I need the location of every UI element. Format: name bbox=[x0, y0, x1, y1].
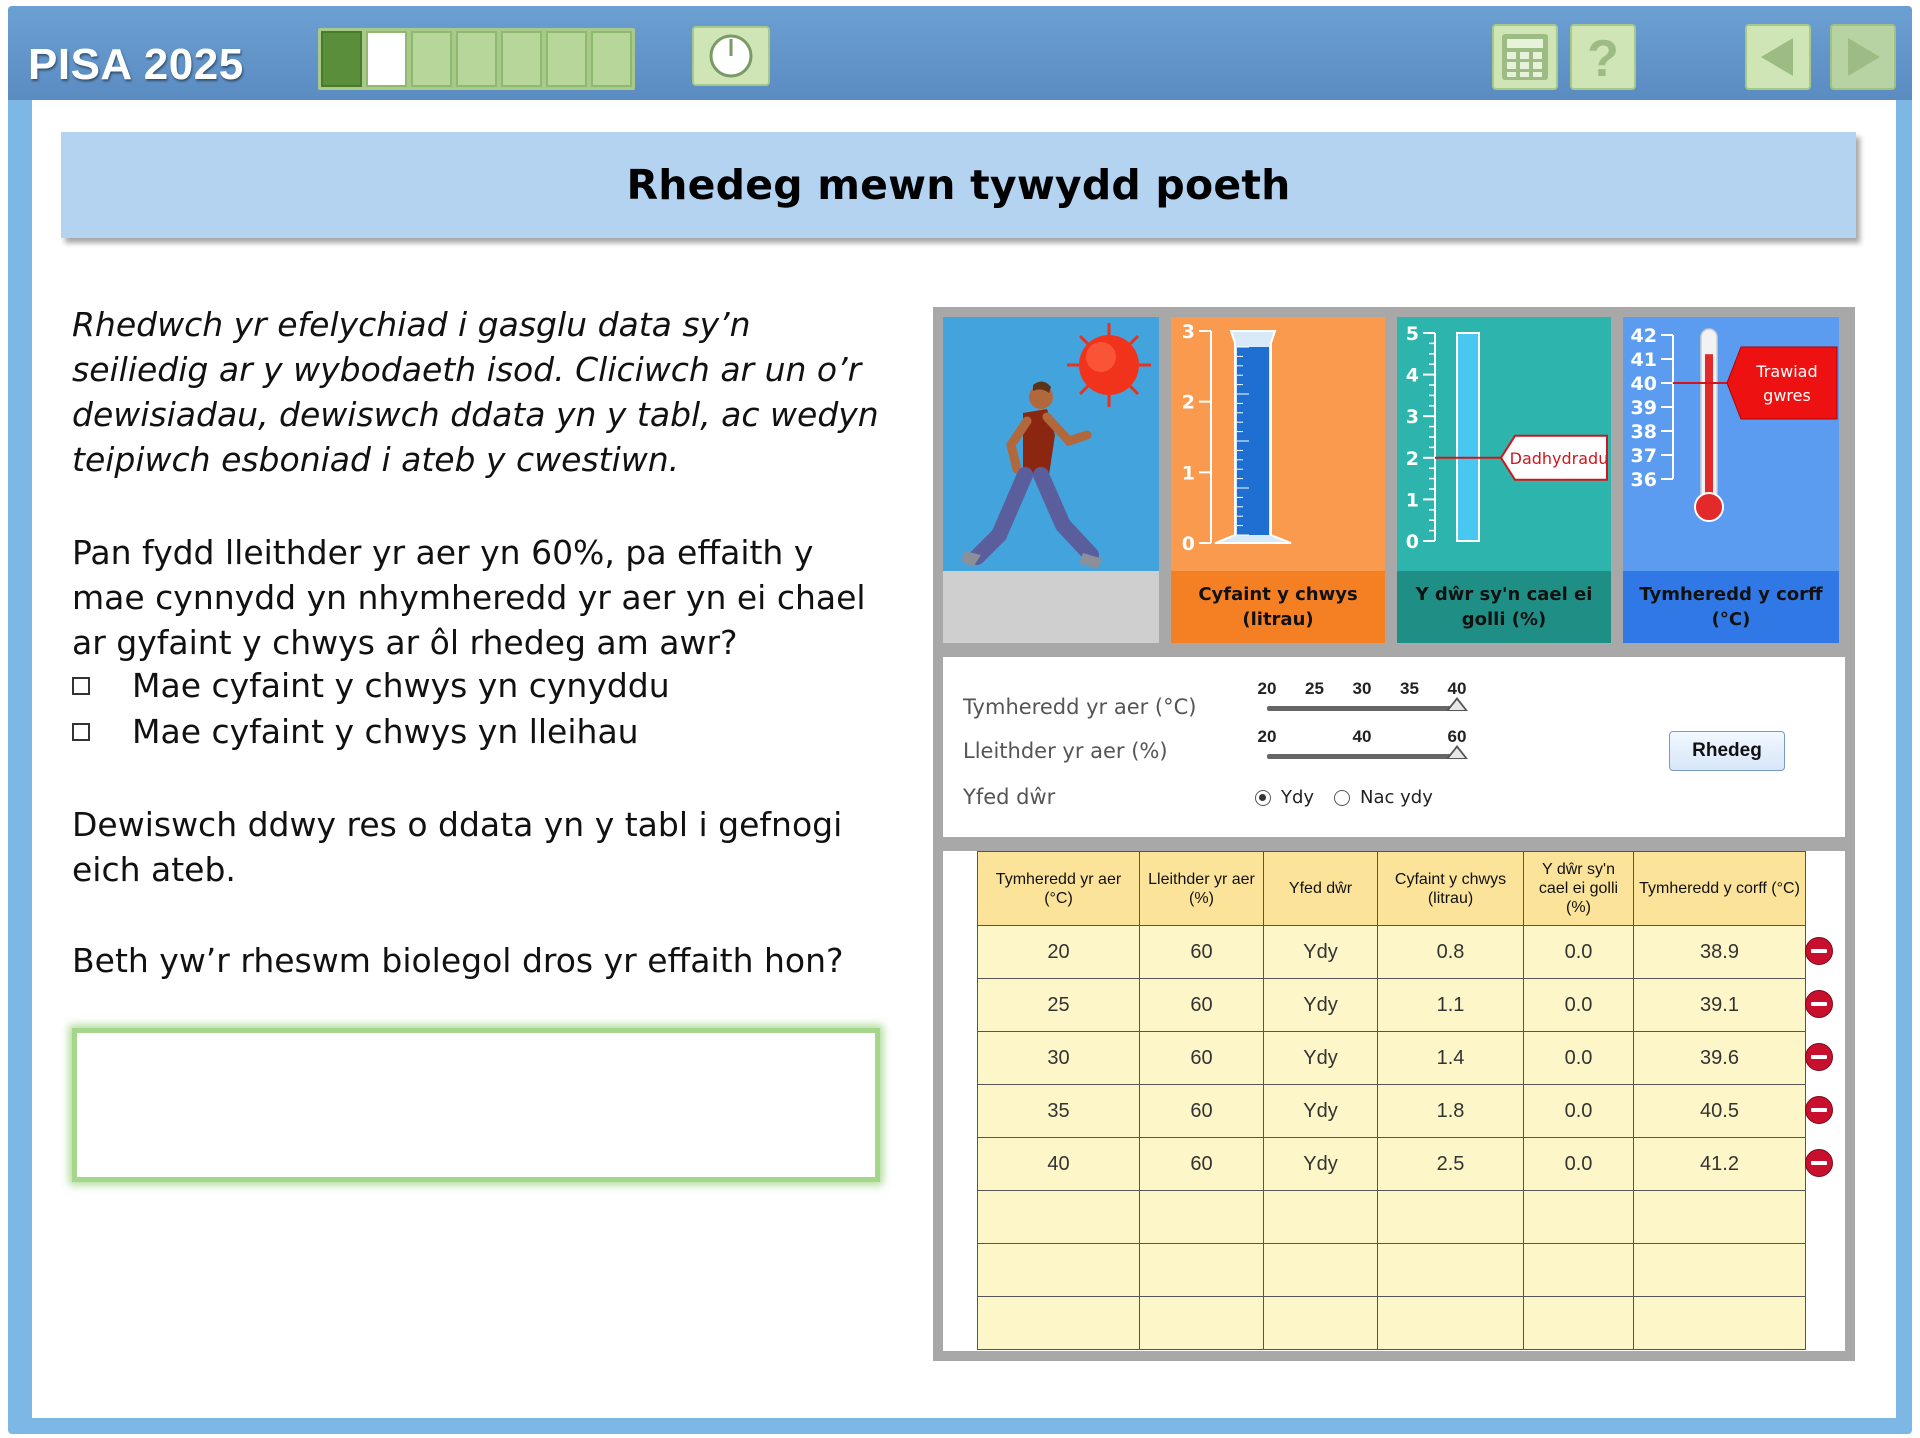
radio-dot[interactable] bbox=[1255, 790, 1271, 806]
table-cell: 0.0 bbox=[1524, 979, 1634, 1032]
column-header: Y dŵr sy'n cael ei golli (%) bbox=[1524, 852, 1634, 926]
next-button[interactable] bbox=[1830, 24, 1896, 90]
progress-indicator bbox=[318, 28, 635, 90]
table-cell bbox=[1378, 1244, 1524, 1297]
delete-row-icon[interactable] bbox=[1805, 1149, 1833, 1177]
table-cell bbox=[1378, 1297, 1524, 1350]
help-icon bbox=[1578, 30, 1628, 84]
table-cell: 39.6 bbox=[1634, 1032, 1806, 1085]
table-cell bbox=[1634, 1297, 1806, 1350]
column-header: Lleithder yr aer (%) bbox=[1140, 852, 1264, 926]
results-table-area bbox=[943, 851, 1845, 1351]
table-cell bbox=[1524, 1244, 1634, 1297]
humidity-label: Lleithder yr aer (%) bbox=[963, 739, 1168, 763]
table-cell: 0.0 bbox=[1524, 926, 1634, 979]
water-scale-tick-label: 2 bbox=[1405, 447, 1419, 470]
biology-question-text: Beth yw’r rheswm biolegol dros yr effaith hon? bbox=[72, 941, 844, 980]
option-label: Mae cyfaint y chwys yn lleihau bbox=[132, 712, 639, 751]
option-decrease[interactable] bbox=[72, 712, 639, 751]
slider-tick-label: 35 bbox=[1400, 679, 1419, 698]
delete-row-icon[interactable] bbox=[1805, 1043, 1833, 1071]
sweat-scale-tick-label: 0 bbox=[1181, 533, 1195, 555]
temperature-scale-tick-label: 37 bbox=[1630, 445, 1657, 467]
table-cell: 35 bbox=[978, 1085, 1140, 1138]
air-temperature-ticks bbox=[1257, 679, 1467, 699]
sweat-volume-gauge bbox=[1171, 317, 1385, 643]
slider-tick-label: 40 bbox=[1447, 679, 1467, 698]
delete-row-icon[interactable] bbox=[1805, 990, 1833, 1018]
table-row[interactable] bbox=[978, 1032, 1806, 1085]
progress-step bbox=[546, 31, 587, 87]
radio-label: Nac ydy bbox=[1360, 787, 1433, 808]
simulation-panel bbox=[933, 307, 1855, 1361]
slider-tick-label: 60 bbox=[1447, 727, 1467, 746]
calculator-icon bbox=[1498, 30, 1552, 84]
table-cell bbox=[1634, 1244, 1806, 1297]
water-scale-tick-label: 3 bbox=[1405, 406, 1419, 429]
select-data-instruction: Dewiswch ddwy res o ddata yn y tabl i gefnogi eich ateb. bbox=[72, 805, 843, 889]
slider-tick-label: 30 bbox=[1352, 679, 1372, 698]
dehydration-callout-text: Dadhydradu bbox=[1509, 448, 1609, 468]
table-cell: Ydy bbox=[1264, 979, 1378, 1032]
table-cell bbox=[978, 1244, 1140, 1297]
table-cell: 2.5 bbox=[1378, 1138, 1524, 1191]
table-cell bbox=[1524, 1297, 1634, 1350]
table-cell: 38.9 bbox=[1634, 926, 1806, 979]
calculator-button[interactable] bbox=[1492, 24, 1558, 90]
slider-tick-label: 25 bbox=[1305, 679, 1324, 698]
question-text: Pan fydd lleithder yr aer yn 60%, pa effaith y mae cynnydd yn nhymheredd yr aer yn ei chael ar gyfaint y chwys ar ôl rhedeg am awr? bbox=[72, 533, 866, 662]
air-temperature-label: Tymheredd yr aer (°C) bbox=[963, 695, 1197, 719]
humidity-track[interactable] bbox=[1267, 754, 1457, 759]
table-cell: Ydy bbox=[1264, 1085, 1378, 1138]
table-cell: 40 bbox=[978, 1138, 1140, 1191]
progress-step bbox=[411, 31, 452, 87]
runner-scene bbox=[943, 317, 1159, 643]
back-arrow-icon bbox=[1753, 32, 1803, 82]
table-cell bbox=[978, 1297, 1140, 1350]
column-header: Tymheredd yr aer (°C) bbox=[978, 852, 1140, 926]
timer-icon bbox=[706, 31, 756, 81]
air-temperature-slider-thumb[interactable] bbox=[1446, 697, 1468, 711]
brand-logo: PISA 2025 bbox=[28, 40, 244, 89]
water-loss-gauge bbox=[1397, 317, 1611, 643]
sweat-scale-tick-label: 2 bbox=[1181, 391, 1195, 414]
table-cell bbox=[1140, 1297, 1264, 1350]
water-scale-tick-label: 0 bbox=[1405, 531, 1419, 553]
temperature-scale-tick-label: 40 bbox=[1630, 373, 1657, 395]
next-arrow-icon bbox=[1838, 32, 1888, 82]
table-cell: 1.4 bbox=[1378, 1032, 1524, 1085]
svg-text:?: ? bbox=[1587, 30, 1619, 84]
timer-button[interactable] bbox=[692, 26, 770, 86]
progress-step bbox=[366, 31, 407, 87]
option-checkbox[interactable] bbox=[72, 723, 90, 741]
table-cell: 41.2 bbox=[1634, 1138, 1806, 1191]
temperature-scale-tick-label: 42 bbox=[1630, 325, 1657, 347]
humidity-ticks bbox=[1257, 727, 1467, 747]
option-increase[interactable] bbox=[72, 666, 670, 705]
table-cell: 1.8 bbox=[1378, 1085, 1524, 1138]
empty-table-row[interactable] bbox=[978, 1191, 1806, 1244]
temperature-scale-tick-label: 38 bbox=[1630, 421, 1657, 443]
radio-label: Ydy bbox=[1281, 787, 1315, 808]
delete-row-icon[interactable] bbox=[1805, 937, 1833, 965]
table-cell bbox=[1140, 1244, 1264, 1297]
slider-tick-label: 40 bbox=[1352, 727, 1372, 746]
table-row[interactable] bbox=[978, 1138, 1806, 1191]
water-column bbox=[1457, 333, 1479, 541]
column-header: Yfed dŵr bbox=[1264, 852, 1378, 926]
table-cell bbox=[1524, 1191, 1634, 1244]
progress-step bbox=[321, 31, 362, 87]
page-title: Rhedeg mewn tywydd poeth bbox=[626, 161, 1291, 209]
simulation-controls bbox=[943, 657, 1845, 837]
progress-step bbox=[591, 31, 632, 87]
sun-icon bbox=[1067, 323, 1151, 407]
sweat-scale-tick-label: 3 bbox=[1181, 321, 1195, 343]
table-cell: 60 bbox=[1140, 979, 1264, 1032]
temperature-scale-tick-label: 39 bbox=[1630, 397, 1657, 419]
table-row[interactable] bbox=[978, 926, 1806, 979]
instructions-text: Rhedwch yr efelychiad i gasglu data sy’n seiliedig ar y wybodaeth isod. Cliciwch ar un o’r dewisiadau, dewiswch ddata yn y tabl, ac wedyn teipiwch esboniad i ateb y cwestiwn. bbox=[72, 305, 879, 479]
table-cell bbox=[1264, 1191, 1378, 1244]
table-cell: 1.1 bbox=[1378, 979, 1524, 1032]
drink-water-label: Yfed dŵr bbox=[963, 785, 1056, 809]
option-checkbox[interactable] bbox=[72, 677, 90, 695]
sweat-volume-label: Cyfaint y chwys (litrau) bbox=[1171, 571, 1385, 643]
column-header: Tymheredd y corff (°C) bbox=[1634, 852, 1806, 926]
table-cell: 60 bbox=[1140, 1085, 1264, 1138]
water-loss-label: Y dŵr sy'n cael ei golli (%) bbox=[1397, 571, 1611, 643]
run-button[interactable]: Rhedeg bbox=[1669, 731, 1785, 771]
heatstroke-callout-text: Trawiad bbox=[1756, 362, 1818, 381]
slider-tick-label: 20 bbox=[1257, 679, 1277, 698]
drink-water-yes-radio[interactable] bbox=[1255, 787, 1314, 808]
water-scale-tick-label: 4 bbox=[1405, 364, 1419, 387]
table-cell: Ydy bbox=[1264, 1138, 1378, 1191]
heatstroke-callout bbox=[1727, 347, 1837, 419]
water-scale-tick-label: 1 bbox=[1405, 489, 1419, 512]
table-cell bbox=[1264, 1244, 1378, 1297]
slider-tick-label: 20 bbox=[1257, 727, 1277, 746]
progress-step bbox=[456, 31, 497, 87]
empty-table-row[interactable] bbox=[978, 1244, 1806, 1297]
table-cell bbox=[1634, 1191, 1806, 1244]
table-cell: Ydy bbox=[1264, 1032, 1378, 1085]
temperature-scale-tick-label: 41 bbox=[1630, 349, 1657, 371]
table-cell: 60 bbox=[1140, 926, 1264, 979]
table-cell: 60 bbox=[1140, 1032, 1264, 1085]
sweat-scale-tick-label: 1 bbox=[1181, 462, 1195, 485]
table-cell: 30 bbox=[978, 1032, 1140, 1085]
table-cell: Ydy bbox=[1264, 926, 1378, 979]
table-cell bbox=[1140, 1191, 1264, 1244]
table-cell: 0.0 bbox=[1524, 1032, 1634, 1085]
air-temperature-track[interactable] bbox=[1267, 706, 1457, 711]
table-cell bbox=[1378, 1191, 1524, 1244]
thermometer-bulb bbox=[1695, 493, 1723, 521]
column-header: Cyfaint y chwys (litrau) bbox=[1378, 852, 1524, 926]
table-row[interactable] bbox=[978, 1085, 1806, 1138]
heatstroke-callout-text: gwres bbox=[1763, 386, 1811, 405]
title-banner bbox=[61, 132, 1856, 238]
temperature-scale-tick-label: 36 bbox=[1630, 469, 1657, 491]
answer-textbox[interactable] bbox=[72, 1028, 880, 1182]
option-label: Mae cyfaint y chwys yn cynyddu bbox=[132, 666, 670, 705]
table-cell: 20 bbox=[978, 926, 1140, 979]
table-cell: 25 bbox=[978, 979, 1140, 1032]
body-temperature-gauge bbox=[1623, 317, 1839, 643]
back-button[interactable] bbox=[1745, 24, 1811, 90]
thermometer-fill bbox=[1705, 354, 1713, 501]
runner-figure bbox=[961, 381, 1103, 569]
results-table bbox=[977, 851, 1806, 1350]
table-cell: 60 bbox=[1140, 1138, 1264, 1191]
body-temperature-label: Tymheredd y corff (°C) bbox=[1623, 571, 1839, 643]
table-cell bbox=[978, 1191, 1140, 1244]
table-cell: 0.0 bbox=[1524, 1138, 1634, 1191]
table-cell: 39.1 bbox=[1634, 979, 1806, 1032]
table-cell: 0.8 bbox=[1378, 926, 1524, 979]
progress-step bbox=[501, 31, 542, 87]
table-row[interactable] bbox=[978, 979, 1806, 1032]
water-scale-tick-label: 5 bbox=[1405, 323, 1419, 345]
drink-water-no-radio[interactable] bbox=[1334, 787, 1433, 808]
empty-table-row[interactable] bbox=[978, 1297, 1806, 1350]
table-cell bbox=[1264, 1297, 1378, 1350]
table-header-row bbox=[978, 852, 1806, 926]
radio-dot[interactable] bbox=[1334, 790, 1350, 806]
help-button[interactable] bbox=[1570, 24, 1636, 90]
humidity-slider-thumb[interactable] bbox=[1446, 745, 1468, 759]
table-cell: 0.0 bbox=[1524, 1085, 1634, 1138]
table-cell: 40.5 bbox=[1634, 1085, 1806, 1138]
delete-row-icon[interactable] bbox=[1805, 1096, 1833, 1124]
